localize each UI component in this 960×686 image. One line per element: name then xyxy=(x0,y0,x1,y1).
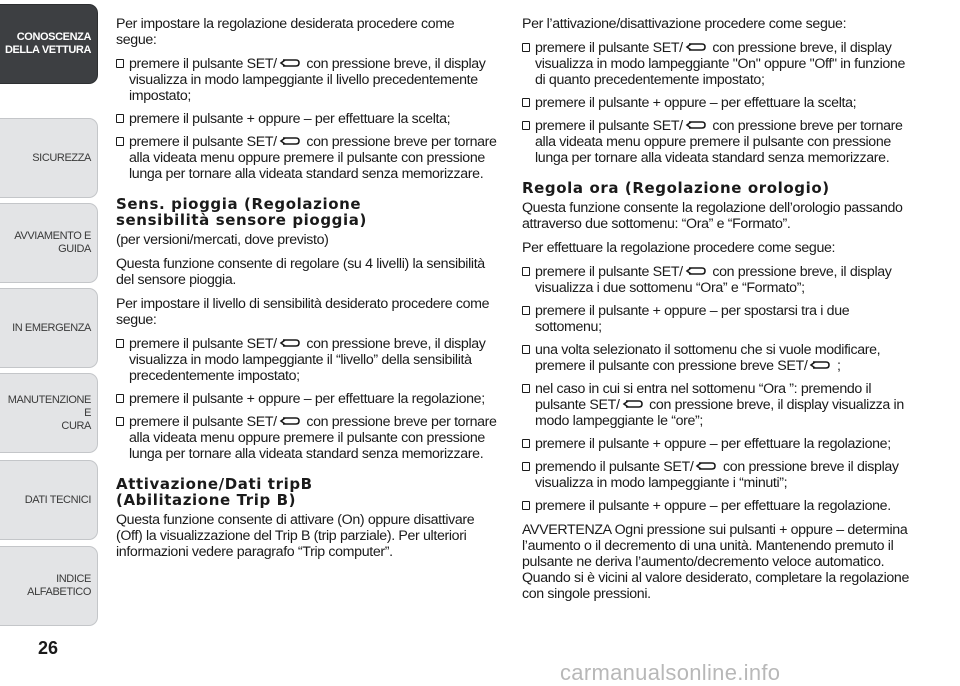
left-column xyxy=(116,16,498,568)
list-item: premere il pulsante + oppure – per spostarsi tra i due sottomenu; xyxy=(522,303,910,335)
enter-arrow-icon xyxy=(279,58,301,69)
checkbox-icon xyxy=(522,267,530,276)
checkbox-icon xyxy=(116,339,124,348)
checkbox-icon xyxy=(116,137,124,146)
enter-arrow-icon xyxy=(685,266,707,277)
step-list xyxy=(522,40,910,166)
enter-arrow-icon xyxy=(695,461,717,472)
checkbox-icon xyxy=(522,501,530,510)
checkbox-icon xyxy=(522,306,530,315)
list-item: premere il pulsante SET/ con pressione breve per tornare alla videata menu oppure premere il pulsante con pressione lunga per tornare alla videata standard senza memorizzare. xyxy=(116,414,498,462)
list-item: premere il pulsante SET/ con pressione breve, il display visualizza in modo lampeggiante il “livello” della sensibilità precedentemente impostato; xyxy=(116,336,498,384)
right-column xyxy=(522,16,910,610)
checkbox-icon xyxy=(116,417,124,426)
enter-arrow-icon xyxy=(685,42,707,53)
checkbox-icon xyxy=(116,59,124,68)
list-item: premere il pulsante + oppure – per effettuare la regolazione; xyxy=(522,436,910,452)
paragraph: Questa funzione consente di regolare (su 4 livelli) la sensibilità del sensore pioggia. xyxy=(116,256,485,288)
section-heading-regola-ora: Regola ora (Regolazione orologio) xyxy=(522,179,830,197)
tab-in-emergenza[interactable]: IN EMERGENZA xyxy=(0,288,98,368)
list-item: una volta selezionato il sottomenu che si vuole modificare, premere il pulsante con pressione breve SET/ ; xyxy=(522,342,910,374)
checkbox-icon xyxy=(116,394,124,403)
list-item: premere il pulsante + oppure – per effettuare la scelta; xyxy=(522,95,910,111)
availability-note: (per versioni/mercati, dove previsto) xyxy=(116,232,329,248)
tab-sicurezza[interactable]: SICUREZZA xyxy=(0,118,98,198)
list-item: premere il pulsante SET/ con pressione breve, il display visualizza in modo lampeggiante "On" oppure "Off" in funzione di quanto precedentemente impostato; xyxy=(522,40,910,88)
list-item: premere il pulsante + oppure – per effettuare la regolazione. xyxy=(522,498,910,514)
section-heading-trip-b: Attivazione/Dati tripB (Abilitazione Trip B) xyxy=(116,475,313,509)
checkbox-icon xyxy=(116,114,124,123)
list-item: premere il pulsante SET/ con pressione breve, il display visualizza i due sottomenu “Ora” e “Formato”; xyxy=(522,264,910,296)
checkbox-icon xyxy=(522,345,530,354)
step-list xyxy=(116,336,498,462)
checkbox-icon xyxy=(522,98,530,107)
list-item: nel caso in cui si entra nel sottomenu “Ora ”: premendo il pulsante SET/ con pressione breve, il display visualizza in modo lampeggiante le “ore”; xyxy=(522,381,910,429)
checkbox-icon xyxy=(522,384,530,393)
step-list xyxy=(116,56,498,182)
enter-arrow-icon xyxy=(279,338,301,349)
paragraph: Per effettuare la regolazione procedere come segue: xyxy=(522,240,836,256)
tab-avviamento-e-guida[interactable]: AVVIAMENTO E GUIDA xyxy=(0,203,98,283)
step-list xyxy=(522,264,910,514)
checkbox-icon xyxy=(522,43,530,52)
chapter-sidebar xyxy=(0,0,100,686)
section-heading-sens-pioggia: Sens. pioggia (Regolazione sensibilità sensore pioggia) xyxy=(116,195,367,229)
intro-paragraph: Per impostare la regolazione desiderata procedere come segue: xyxy=(116,16,455,48)
paragraph: Questa funzione consente la regolazione dell’orologio passando attraverso due sottomenu: “Ora” e “Formato”. xyxy=(522,200,903,232)
intro-paragraph: Per l’attivazione/disattivazione procedere come segue: xyxy=(522,16,847,32)
tab-conoscenza-della-vettura[interactable]: CONOSCENZA DELLA VETTURA xyxy=(0,4,98,84)
list-item: premere il pulsante + oppure – per effettuare la regolazione; xyxy=(116,391,498,407)
watermark: carmanualsonline.info xyxy=(560,660,781,685)
page-number: 26 xyxy=(38,638,59,658)
enter-arrow-icon xyxy=(685,120,707,131)
checkbox-icon xyxy=(522,121,530,130)
enter-arrow-icon xyxy=(809,360,831,371)
list-item: premere il pulsante SET/ con pressione breve, il display visualizza in modo lampeggiante il livello precedentemente impostato; xyxy=(116,56,498,104)
checkbox-icon xyxy=(522,439,530,448)
list-item: premere il pulsante SET/ con pressione breve per tornare alla videata menu oppure premere il pulsante con pressione lunga per tornare alla videata standard senza memorizzare. xyxy=(522,118,910,166)
enter-arrow-icon xyxy=(279,136,301,147)
paragraph: Per impostare il livello di sensibilità desiderato procedere come segue: xyxy=(116,296,490,328)
enter-arrow-icon xyxy=(279,416,301,427)
tab-indice-alfabetico[interactable]: INDICE ALFABETICO xyxy=(0,546,98,626)
warning-paragraph: AVVERTENZA Ogni pressione sui pulsanti + oppure – determina l’aumento o il decremento di una unità. Mantenendo premuto il pulsante ne deriva l’aumento/decremento veloce automatico. Quando si è vicini al valore desiderato, completare la regolazione con singole pressioni. xyxy=(522,522,909,602)
tab-manutenzione-e-cura[interactable]: MANUTENZIONE E CURA xyxy=(0,373,98,453)
tab-dati-tecnici[interactable]: DATI TECNICI xyxy=(0,460,98,540)
list-item: premendo il pulsante SET/ con pressione breve il display visualizza in modo lampeggiante i “minuti”; xyxy=(522,459,910,491)
checkbox-icon xyxy=(522,462,530,471)
enter-arrow-icon xyxy=(622,399,644,410)
paragraph: Questa funzione consente di attivare (On) oppure disattivare (Off) la visualizzazione del Trip B (trip parziale). Per ulteriori informazioni vedere paragrafo “Trip computer”. xyxy=(116,512,475,560)
list-item: premere il pulsante + oppure – per effettuare la scelta; xyxy=(116,111,498,127)
list-item: premere il pulsante SET/ con pressione breve per tornare alla videata menu oppure premere il pulsante con pressione lunga per tornare alla videata standard senza memorizzare. xyxy=(116,134,498,182)
